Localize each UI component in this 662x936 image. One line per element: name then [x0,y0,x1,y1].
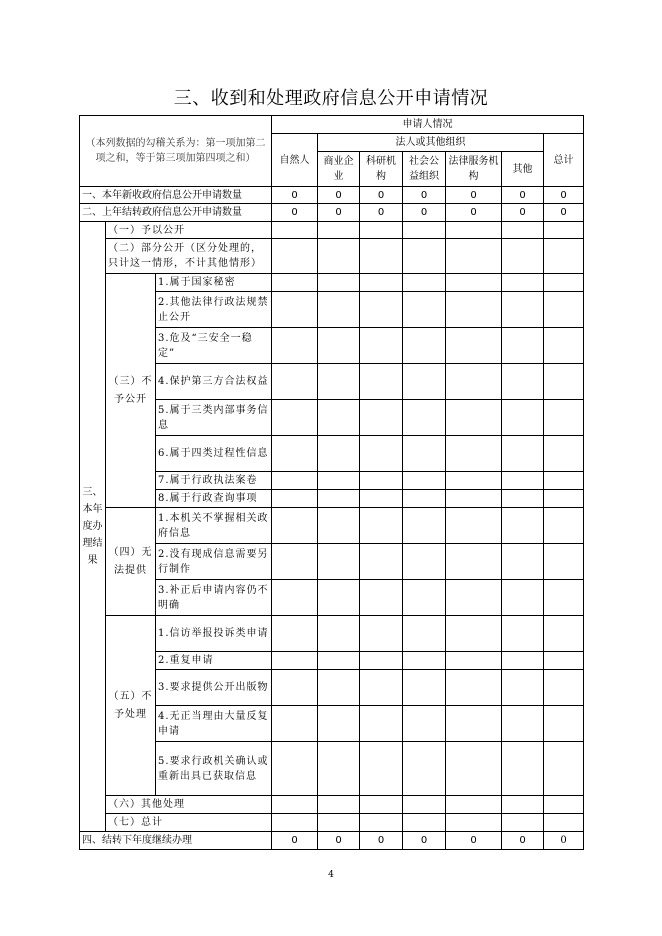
row2-value: 0 [502,204,544,222]
header-natural-person: 自然人 [272,134,318,187]
row1-value: 0 [544,187,584,204]
table-row [80,652,584,670]
header-total: 总计 [544,134,584,187]
table-row [80,472,584,490]
table-row [80,364,584,400]
row2-value: 0 [403,204,446,222]
group3-item: 2.其他法律行政法规禁止公开 [156,292,272,328]
header-research: 科研机构 [360,152,403,187]
table-row [80,796,584,814]
row2-value: 0 [360,204,403,222]
row1-value: 0 [360,187,403,204]
row1-value: 0 [446,187,502,204]
table-row [80,187,584,204]
table-row [80,239,584,274]
group3-item: 3.危及“三安全一稳定” [156,328,272,364]
row4-label: 四、结转下年度继续办理 [80,832,272,850]
row1-value: 0 [502,187,544,204]
header-commercial: 商业企业 [318,152,360,187]
group5-label: （五）不予处理 [106,616,156,796]
group5-item: 4.无正当理由大量反复申请 [156,706,272,742]
row4-value: 0 [544,832,584,850]
group5-item: 5.要求行政机关确认或重新出具已获取信息 [156,742,272,796]
page-title: 三、收到和处理政府信息公开申请情况 [173,88,489,109]
header-note: （本列数据的勾稽关系为：第一项加第二项之和，等于第三项加第四项之和） [80,116,272,187]
header-applicant-situation: 申请人情况 [272,116,584,134]
group3-item: 5.属于三类内部事务信息 [156,400,272,436]
item7-label: （七）总计 [106,814,272,832]
header-other: 其他 [502,152,544,187]
section3-label: 三、本年度办理结果 [80,222,106,832]
group4-item: 3.补正后申请内容仍不明确 [156,580,272,616]
group3-item: 1.属于国家秘密 [156,274,272,292]
table-row [80,706,584,742]
table-row [80,204,584,222]
row1-value: 0 [403,187,446,204]
row2-value: 0 [272,204,318,222]
row1-value: 0 [272,187,318,204]
header-legal-group: 法人或其他组织 [318,134,544,152]
table-row [80,436,584,472]
table-row [80,832,584,850]
header-legal-service: 法律服务机构 [446,152,502,187]
row4-value: 0 [318,832,360,850]
item2-label: （二）部分公开（区分处理的，只计这一情形，不计其他情形） [106,239,272,274]
table-row [80,616,584,652]
row2-label: 二、上年结转政府信息公开申请数量 [80,204,272,222]
group4-label: （四）无法提供 [106,508,156,616]
group4-item: 1.本机关不掌握相关政府信息 [156,508,272,544]
row2-value: 0 [544,204,584,222]
group3-item: 4.保护第三方合法权益 [156,364,272,400]
row1-label: 一、本年新收政府信息公开申请数量 [80,187,272,204]
group5-item: 3.要求提供公开出版物 [156,670,272,706]
group3-item: 8.属于行政查询事项 [156,490,272,508]
row1-value: 0 [318,187,360,204]
table-row [80,292,584,328]
group5-item: 1.信访举报投诉类申请 [156,616,272,652]
table-row [80,814,584,832]
header-social: 社会公益组织 [403,152,446,187]
row2-value: 0 [318,204,360,222]
table-row [80,274,584,292]
table-row [80,670,584,706]
item1-label: （一）予以公开 [106,222,272,239]
row4-value: 0 [403,832,446,850]
table-row [80,742,584,796]
table-row [80,490,584,508]
group3-label: （三）不予公开 [106,274,156,508]
group3-item: 6.属于四类过程性信息 [156,436,272,472]
table-row [80,328,584,364]
table-row [80,580,584,616]
table-row [80,508,584,544]
row4-value: 0 [360,832,403,850]
page-number: 4 [328,870,334,880]
row4-value: 0 [502,832,544,850]
item6-label: （六）其他处理 [106,796,272,814]
table-row [80,222,584,239]
row4-value: 0 [272,832,318,850]
table-row [80,544,584,580]
info-disclosure-table [79,115,584,850]
table-row [80,400,584,436]
group4-item: 2.没有现成信息需要另行制作 [156,544,272,580]
row2-value: 0 [446,204,502,222]
group5-item: 2.重复申请 [156,652,272,670]
row4-value: 0 [446,832,502,850]
group3-item: 7.属于行政执法案卷 [156,472,272,490]
